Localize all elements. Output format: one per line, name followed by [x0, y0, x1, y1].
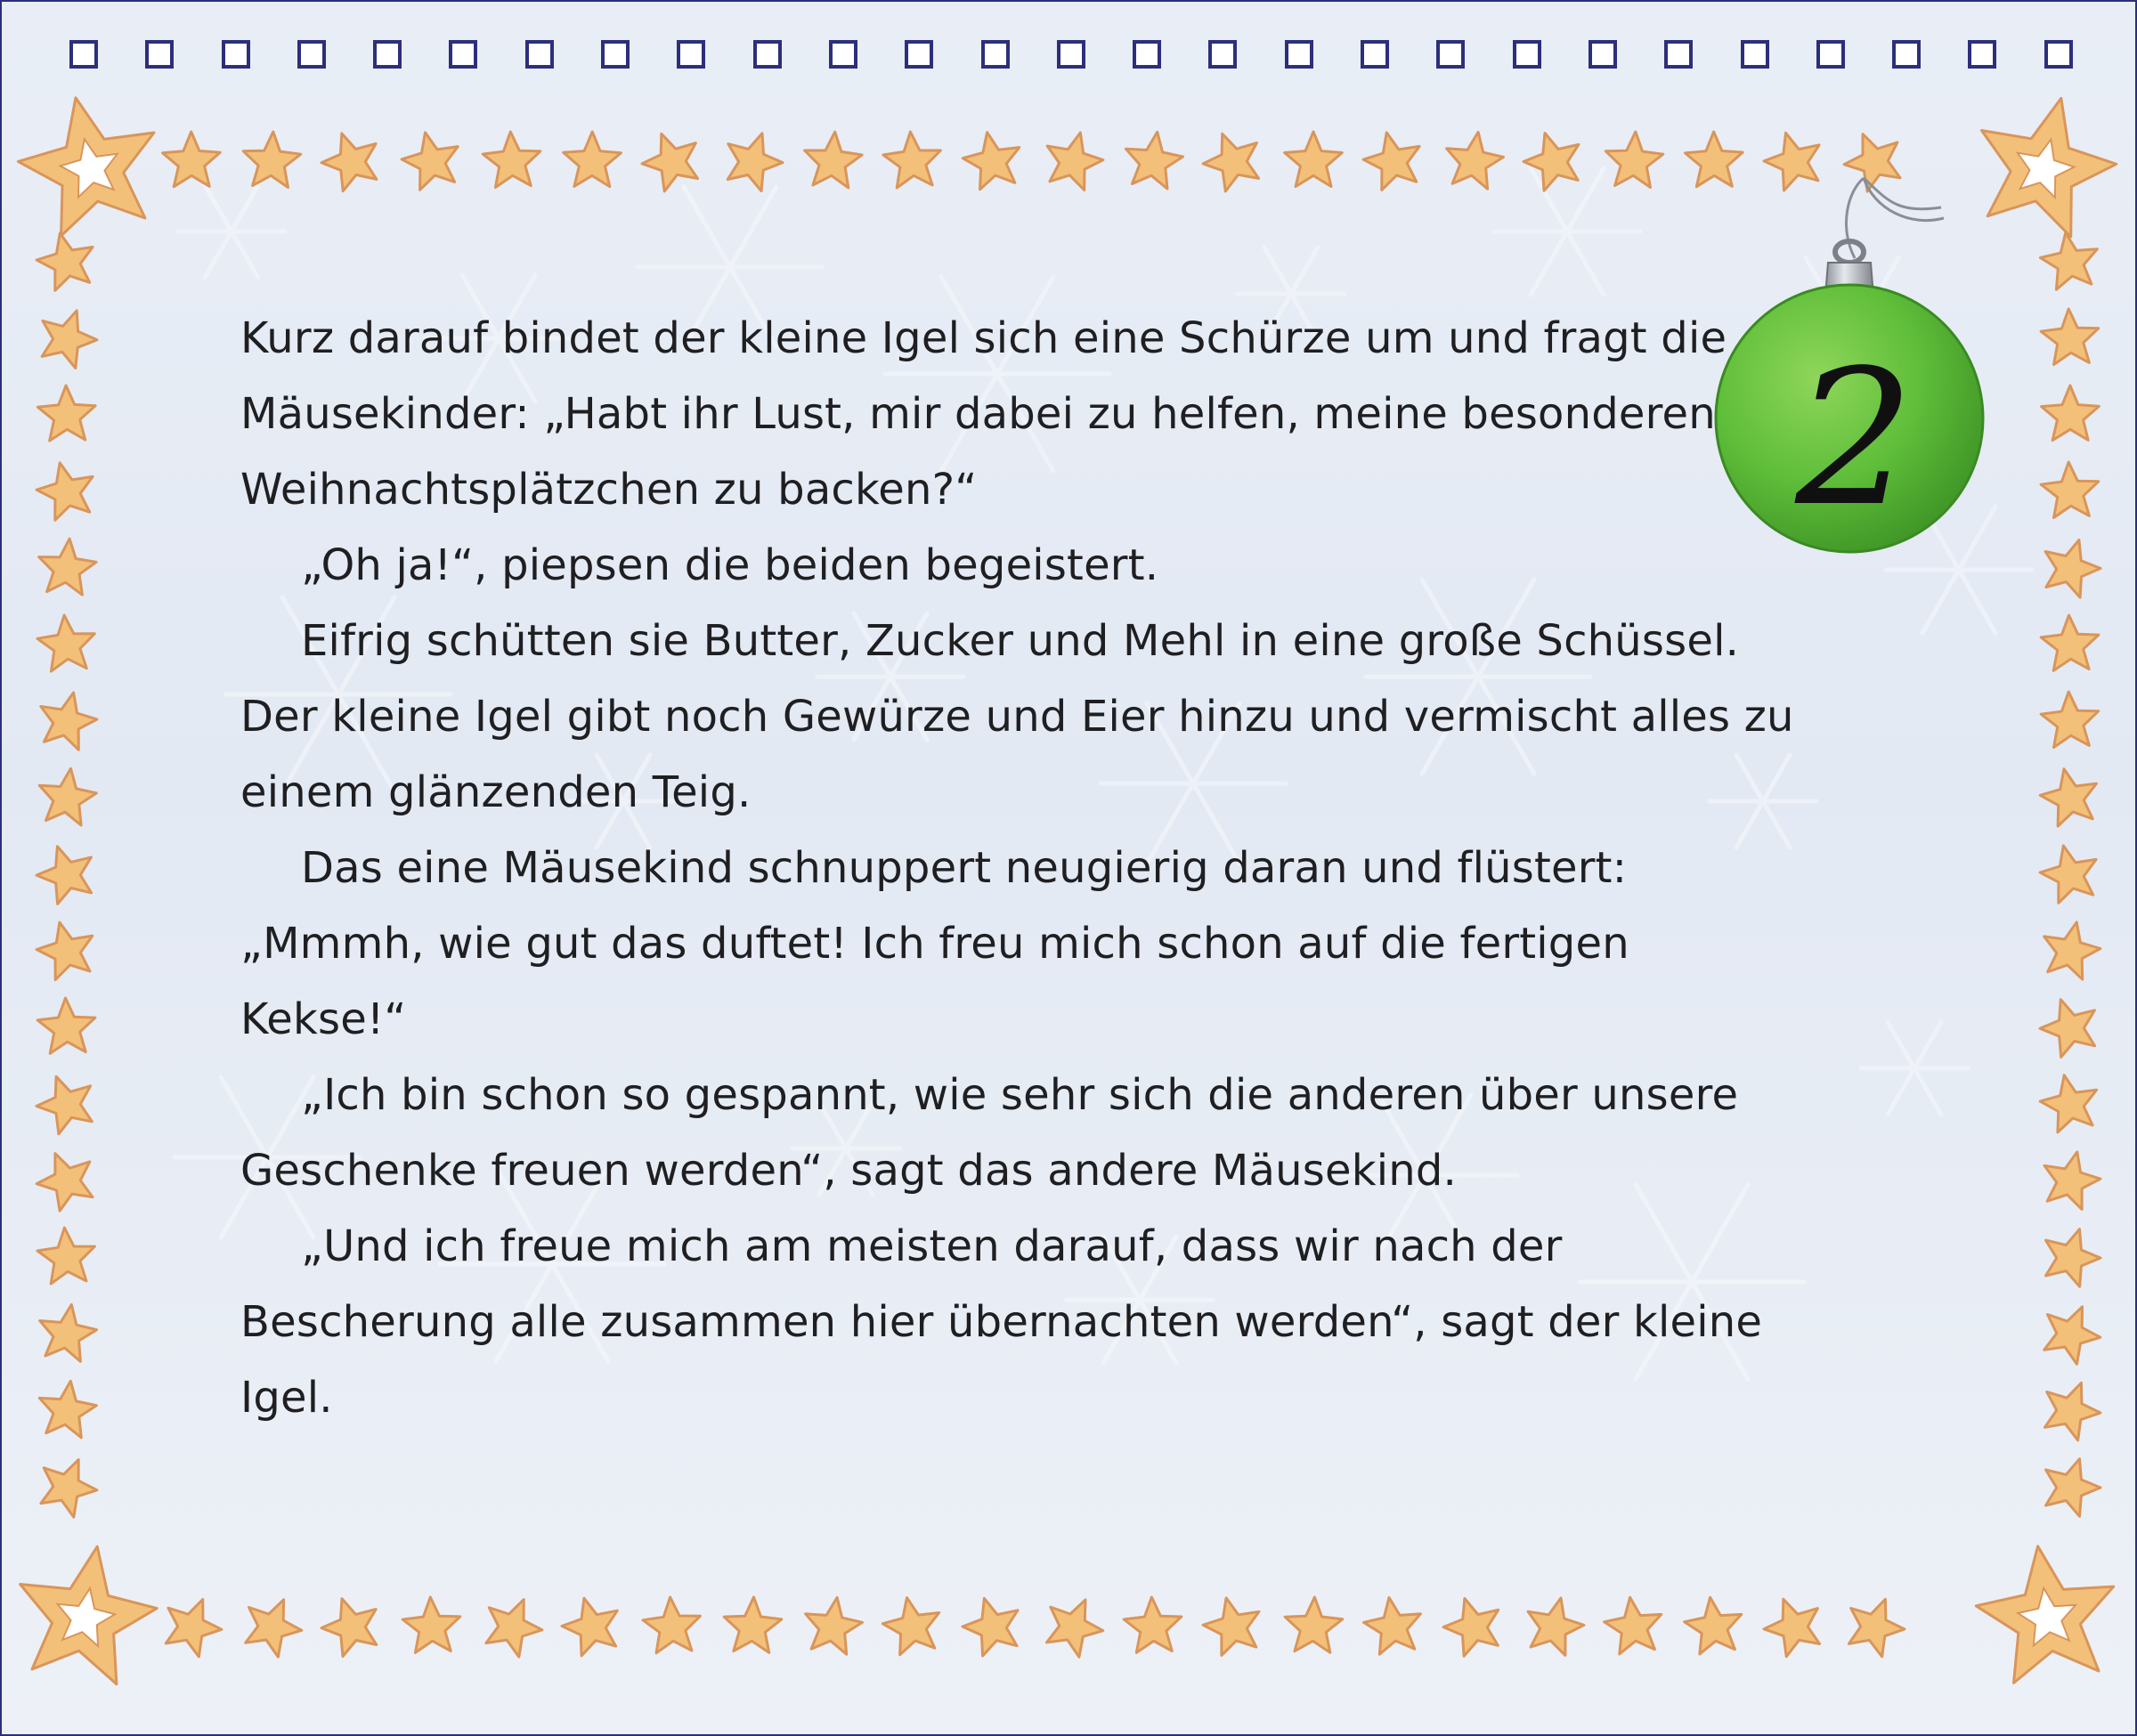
- story-paragraph: Das eine Mäusekind schnuppert neugierig daran und flüstert: „Mmmh, wie gut das duftet! Ich freu mich schon auf die fertigen Kekse!“: [240, 843, 1629, 1044]
- star-icon: [39, 539, 96, 595]
- star-icon: [643, 1597, 701, 1653]
- star-icon: [37, 1154, 93, 1212]
- star-icon: [882, 1598, 938, 1655]
- star-icon: [724, 1597, 782, 1652]
- star-icon: [402, 1597, 460, 1652]
- star-icon: [246, 1600, 302, 1657]
- corner-star-icon: [20, 1546, 158, 1684]
- star-icon: [2044, 1152, 2100, 1210]
- star-icon: [2041, 692, 2099, 748]
- star-icon: [37, 385, 95, 441]
- star-icon: [41, 1460, 97, 1518]
- story-text: [240, 301, 1808, 1436]
- star-icon: [483, 132, 540, 188]
- star-icon: [2040, 1075, 2096, 1132]
- star-icon: [41, 693, 97, 750]
- star-icon: [37, 233, 93, 290]
- star-icon: [2040, 769, 2096, 826]
- story-paragraph: Eifrig schütten sie Butter, Zucker und Mehl in eine große Schüssel. Der kleine Igel gibt noch Gewürze und Eier hinzu und vermischt alles zu einem glänzenden Teig.: [240, 616, 1794, 817]
- star-icon: [2046, 1229, 2101, 1287]
- star-icon: [2044, 1307, 2100, 1364]
- star-icon: [1605, 132, 1663, 188]
- star-icon: [2041, 309, 2099, 365]
- star-icon: [2045, 540, 2100, 598]
- star-icon: [963, 1598, 1018, 1656]
- corner-star-icon: [1976, 1546, 2114, 1683]
- star-icon: [321, 134, 377, 191]
- star-icon: [1849, 1599, 1905, 1657]
- star-icon: [39, 1381, 96, 1438]
- star-icon: [1047, 1600, 1103, 1657]
- star-icon: [1524, 134, 1579, 191]
- star-icon: [806, 1597, 863, 1654]
- star-icon: [1764, 1599, 1820, 1657]
- day-number: 2: [1795, 329, 1914, 548]
- star-icon: [1124, 1597, 1182, 1652]
- corner-star-icon: [1982, 98, 2117, 237]
- star-icon: [1285, 1597, 1343, 1652]
- star-icon: [2040, 1000, 2095, 1058]
- star-icon: [2040, 232, 2097, 289]
- star-icon: [37, 847, 92, 905]
- story-paragraph: „Und ich freue mich am meisten darauf, dass wir nach der Bescherung alle zusammen hier übernachten werden“, sagt der kleine Igel.: [240, 1221, 1763, 1423]
- story-paragraph: „Ich bin schon so gespannt, wie sehr sich die anderen über unsere Geschenke freuen werden“, sagt das andere Mäusekind.: [240, 1070, 1739, 1196]
- star-icon: [1285, 132, 1343, 187]
- star-icon: [562, 1598, 617, 1656]
- star-icon: [883, 132, 941, 188]
- star-icon: [2042, 385, 2100, 441]
- star-icon: [1125, 132, 1182, 189]
- star-icon: [1364, 1597, 1421, 1654]
- star-icon: [1447, 132, 1504, 189]
- star-icon: [2044, 1383, 2100, 1440]
- star-icon: [37, 998, 95, 1053]
- star-icon: [727, 134, 783, 191]
- star-icon: [163, 132, 221, 187]
- star-icon: [805, 132, 863, 188]
- star-icon: [39, 768, 96, 825]
- star-icon: [1363, 133, 1419, 191]
- star-icon: [564, 132, 622, 187]
- star-icon: [2040, 846, 2096, 903]
- star-icon: [2044, 922, 2100, 979]
- star-icon: [1443, 1599, 1499, 1657]
- star-icon: [1203, 134, 1259, 191]
- star-icon: [486, 1600, 542, 1657]
- star-icon: [37, 1228, 94, 1284]
- star-icon: [42, 311, 97, 369]
- star-icon: [1528, 1598, 1584, 1655]
- star-icon: [321, 1599, 377, 1657]
- star-icon: [243, 132, 301, 188]
- star-icon: [1685, 1597, 1742, 1654]
- star-icon: [37, 922, 93, 980]
- star-icon: [1047, 133, 1103, 191]
- story-paragraph: Kurz darauf bindet der kleine Igel sich eine Schürze um und fragt die Mäusekinder: „Habt ihr Lust, mir dabei zu helfen, meine besonderen Weihnachtsplätzchen zu backen?“: [240, 313, 1727, 515]
- star-icon: [37, 615, 94, 671]
- star-icon: [402, 133, 458, 191]
- star-icon: [166, 1600, 222, 1658]
- star-icon: [37, 463, 93, 520]
- star-icon: [2041, 615, 2099, 670]
- story-paragraph: „Oh ja!“, piepsen die beiden begeistert.: [301, 540, 1159, 590]
- star-icon: [37, 1076, 92, 1134]
- corner-star-icon: [18, 98, 154, 236]
- star-icon: [1605, 1597, 1662, 1654]
- star-icon: [963, 133, 1020, 190]
- star-icon: [642, 134, 698, 191]
- star-icon: [2046, 1459, 2101, 1517]
- star-icon: [1203, 1598, 1259, 1656]
- star-icon: [40, 1304, 97, 1361]
- star-icon: [2041, 462, 2099, 518]
